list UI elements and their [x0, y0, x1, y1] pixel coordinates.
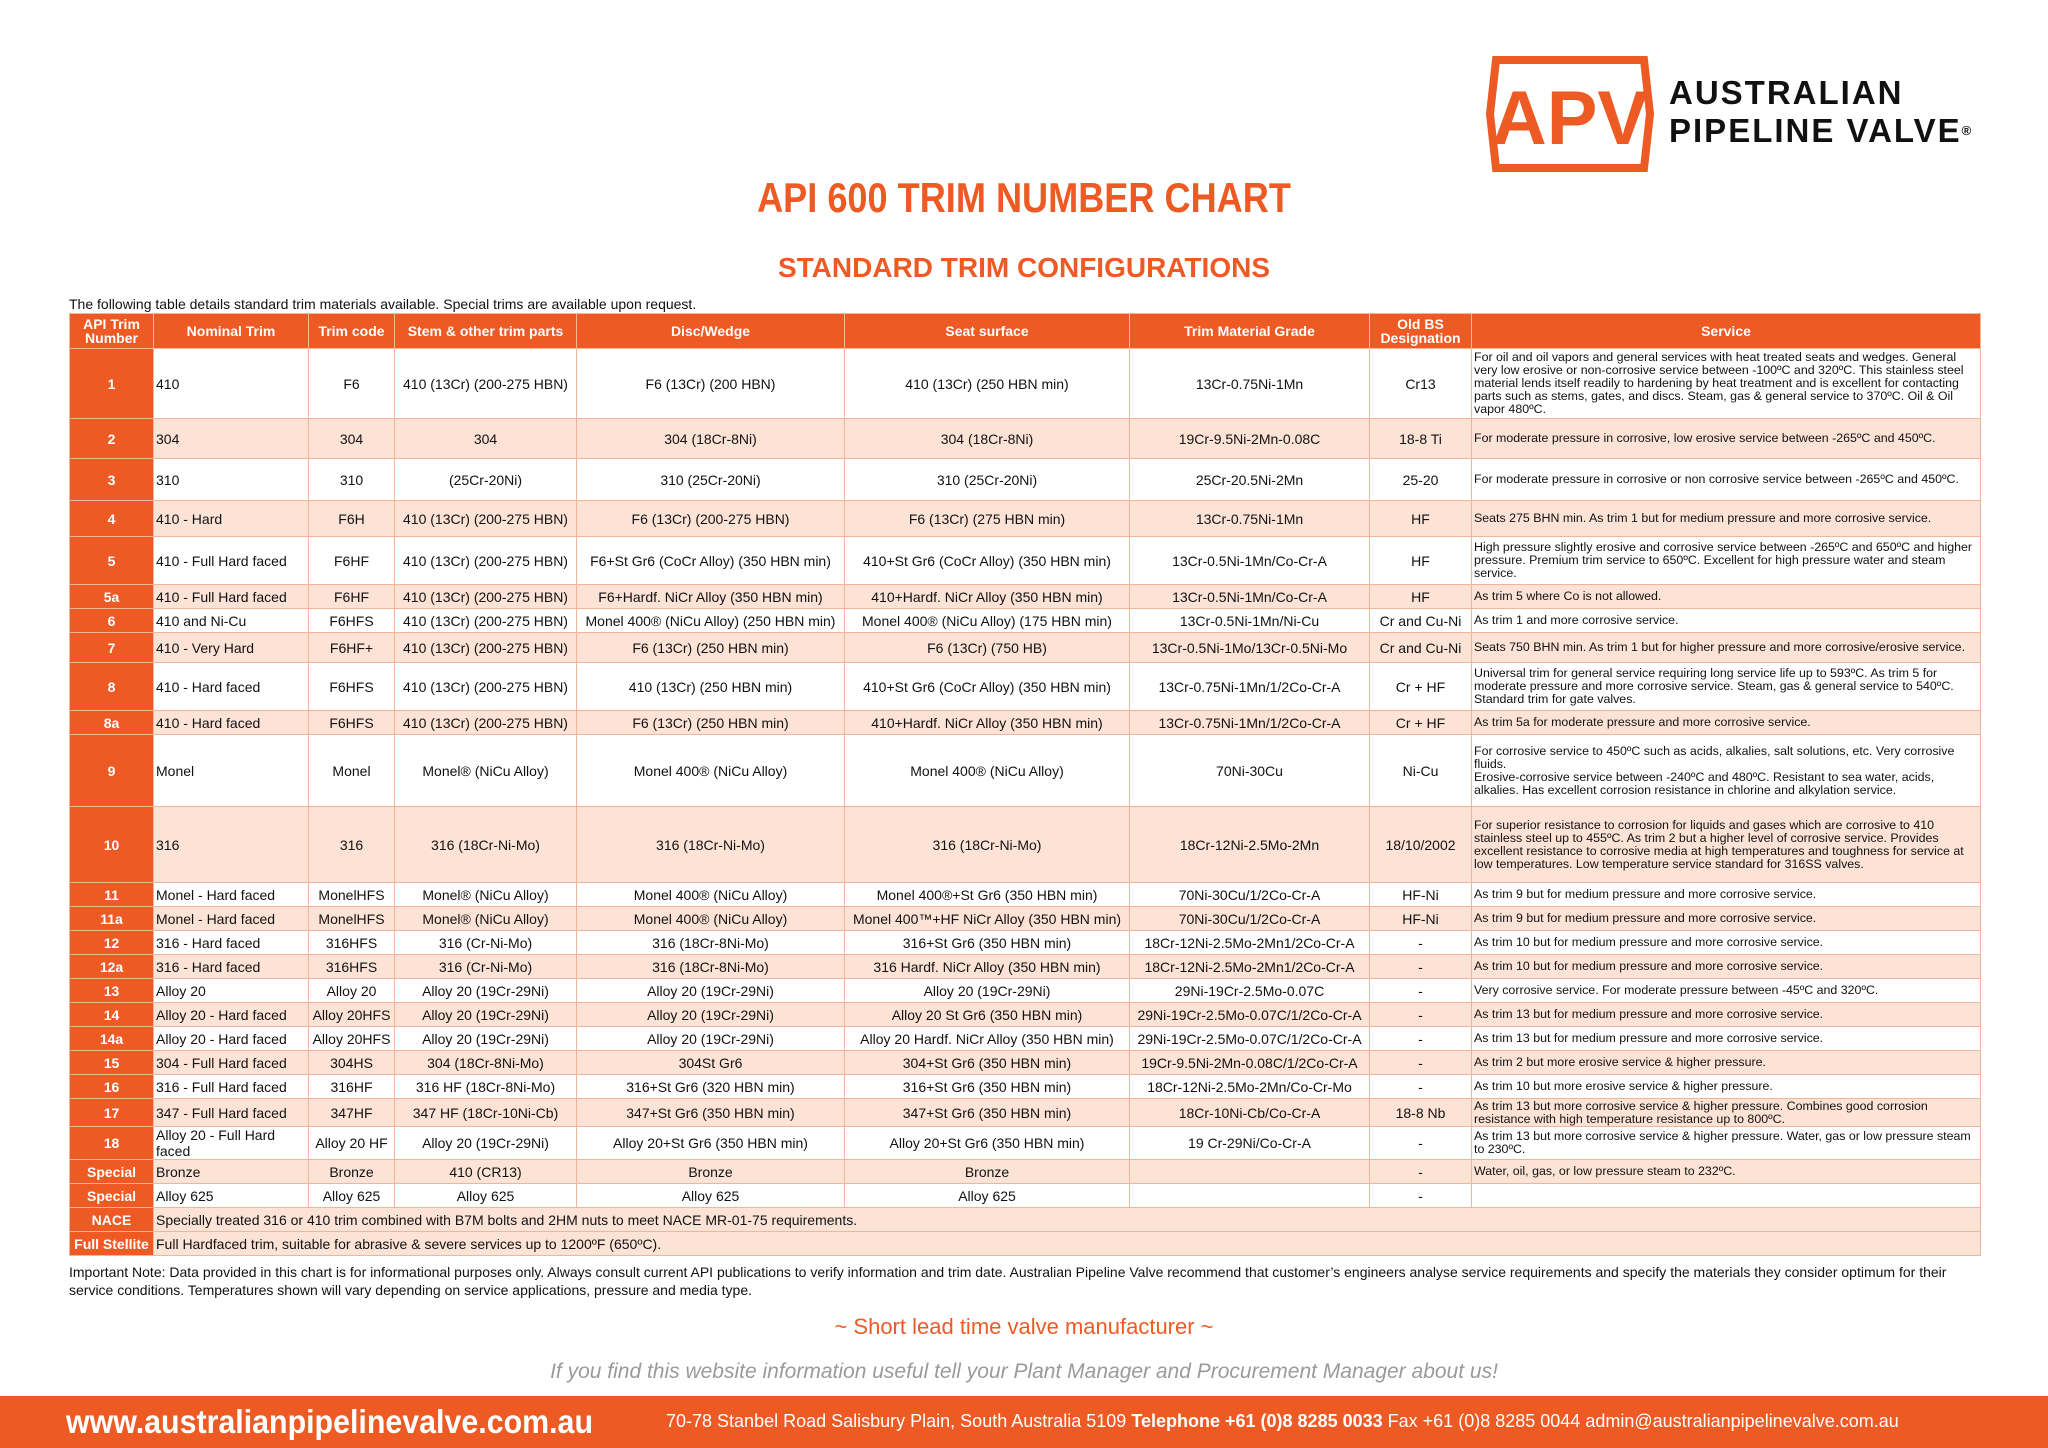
table-header-row	[70, 314, 1981, 349]
table-row	[70, 1051, 1981, 1075]
cell-trim-code: 316HF	[309, 1075, 395, 1099]
cell-material-grade: 29Ni-19Cr-2.5Mo-0.07C/1/2Co-Cr-A	[1130, 1003, 1370, 1027]
cell-disc-wedge: F6 (13Cr) (200-275 HBN)	[577, 501, 845, 537]
cell-span-description: Specially treated 316 or 410 trim combined with B7M bolts and 2HM nuts to meet NACE MR-01-75 requirements.	[154, 1208, 1981, 1232]
cell-service: Seats 750 BHN min. As trim 1 but for higher pressure and more corrosive/erosive service.	[1472, 633, 1981, 663]
table-row	[70, 419, 1981, 459]
cell-seat-surface: 304+St Gr6 (350 HBN min)	[845, 1051, 1130, 1075]
cell-trim-code: 316HFS	[309, 931, 395, 955]
cell-material-grade: 18Cr-12Ni-2.5Mo-2Mn	[1130, 807, 1370, 883]
cell-material-grade: 13Cr-0.5Ni-1Mn/Co-Cr-A	[1130, 537, 1370, 585]
cell-service: For superior resistance to corrosion for liquids and gases which are corrosive to 410 stainless steel up to 455ºC. As trim 2 but a higher level of corrosive service. Provides excellent resistance to corrosive media at high temperatures and toughness for service at low temperatures. Low temperature service standard for 316SS valves.	[1472, 807, 1981, 883]
cell-stem-parts: 316 HF (18Cr-8Ni-Mo)	[395, 1075, 577, 1099]
cell-service	[1472, 1184, 1981, 1208]
cell-trim-number: 15	[70, 1051, 154, 1075]
cell-service: As trim 13 but for medium pressure and more corrosive service.	[1472, 1027, 1981, 1051]
brand-name-line1: AUSTRALIAN	[1669, 74, 1904, 111]
cell-old-bs-designation: HF	[1370, 537, 1472, 585]
table-row	[70, 907, 1981, 931]
cell-nominal-trim: Alloy 625	[154, 1184, 309, 1208]
cell-service: As trim 5 where Co is not allowed.	[1472, 585, 1981, 609]
cell-old-bs-designation: -	[1370, 1184, 1472, 1208]
cell-nominal-trim: Bronze	[154, 1160, 309, 1184]
cell-seat-surface: Alloy 20 Hardf. NiCr Alloy (350 HBN min)	[845, 1027, 1130, 1051]
table-row	[70, 807, 1981, 883]
cell-material-grade: 18Cr-12Ni-2.5Mo-2Mn1/2Co-Cr-A	[1130, 931, 1370, 955]
cell-service: Universal trim for general service requiring long service life up to 593ºC. As trim 5 for moderate pressure and more corrosive service. Steam, gas & general service to 540ºC. Standard trim for gate valves.	[1472, 663, 1981, 711]
cell-material-grade: 29Ni-19Cr-2.5Mo-0.07C	[1130, 979, 1370, 1003]
cell-trim-code: Alloy 20HFS	[309, 1027, 395, 1051]
cell-old-bs-designation: -	[1370, 1051, 1472, 1075]
cell-old-bs-designation: -	[1370, 1160, 1472, 1184]
table-row	[70, 1184, 1981, 1208]
cell-service: High pressure slightly erosive and corrosive service between -265ºC and 650ºC and higher pressure. Premium trim service to 650ºC. Excellent for high pressure water and steam service.	[1472, 537, 1981, 585]
page-subtitle: STANDARD TRIM CONFIGURATIONS	[777, 252, 1271, 283]
cell-service: As trim 13 but for medium pressure and more corrosive service.	[1472, 1003, 1981, 1027]
cell-trim-number: 18	[70, 1127, 154, 1160]
trim-table	[69, 313, 1981, 1256]
cell-trim-code: F6HFS	[309, 663, 395, 711]
cell-stem-parts: Alloy 20 (19Cr-29Ni)	[395, 1127, 577, 1160]
cell-trim-number: 17	[70, 1099, 154, 1127]
table-row	[70, 979, 1981, 1003]
cell-material-grade: 70Ni-30Cu/1/2Co-Cr-A	[1130, 883, 1370, 907]
cell-trim-number: Full Stellite	[70, 1232, 154, 1256]
cell-nominal-trim: Alloy 20 - Full Hard faced	[154, 1127, 309, 1160]
cell-disc-wedge: Monel 400® (NiCu Alloy)	[577, 883, 845, 907]
cell-disc-wedge: Monel 400® (NiCu Alloy)	[577, 907, 845, 931]
cell-trim-code: F6HFS	[309, 711, 395, 735]
cell-disc-wedge: 304 (18Cr-8Ni)	[577, 419, 845, 459]
cell-service: As trim 5a for moderate pressure and more corrosive service.	[1472, 711, 1981, 735]
cell-service: As trim 13 but more corrosive service & higher pressure. Water, gas or low pressure steam to 230ºC.	[1472, 1127, 1981, 1160]
cell-old-bs-designation: HF-Ni	[1370, 907, 1472, 931]
cell-seat-surface: Alloy 20+St Gr6 (350 HBN min)	[845, 1127, 1130, 1160]
cell-nominal-trim: 410 - Hard	[154, 501, 309, 537]
cell-nominal-trim: 347 - Full Hard faced	[154, 1099, 309, 1127]
header-seat-surface: Seat surface	[845, 314, 1130, 349]
website-link[interactable]: www.australianpipelinevalve.com.au	[66, 1403, 593, 1440]
cell-old-bs-designation: HF	[1370, 501, 1472, 537]
cell-nominal-trim: 410 - Full Hard faced	[154, 585, 309, 609]
cell-disc-wedge: 316 (18Cr-8Ni-Mo)	[577, 931, 845, 955]
cell-disc-wedge: F6+Hardf. NiCr Alloy (350 HBN min)	[577, 585, 845, 609]
cell-material-grade: 25Cr-20.5Ni-2Mn	[1130, 459, 1370, 501]
cell-seat-surface: 304 (18Cr-8Ni)	[845, 419, 1130, 459]
table-row	[70, 663, 1981, 711]
cell-trim-code: 347HF	[309, 1099, 395, 1127]
cell-old-bs-designation: 18/10/2002	[1370, 807, 1472, 883]
cell-disc-wedge: 316 (18Cr-8Ni-Mo)	[577, 955, 845, 979]
table-row	[70, 735, 1981, 807]
cell-trim-code: Bronze	[309, 1160, 395, 1184]
table-row	[70, 1027, 1981, 1051]
cell-nominal-trim: 316 - Full Hard faced	[154, 1075, 309, 1099]
cell-material-grade: 13Cr-0.75Ni-1Mn	[1130, 349, 1370, 419]
cell-trim-number: Special	[70, 1160, 154, 1184]
cell-old-bs-designation: -	[1370, 1003, 1472, 1027]
cell-trim-code: MonelHFS	[309, 883, 395, 907]
cell-disc-wedge: Alloy 20 (19Cr-29Ni)	[577, 1003, 845, 1027]
cell-stem-parts: 316 (Cr-Ni-Mo)	[395, 955, 577, 979]
header-disc-wedge: Disc/Wedge	[577, 314, 845, 349]
cell-disc-wedge: F6 (13Cr) (200 HBN)	[577, 349, 845, 419]
table-row	[70, 883, 1981, 907]
cell-stem-parts: 410 (13Cr) (200-275 HBN)	[395, 711, 577, 735]
cell-old-bs-designation: -	[1370, 931, 1472, 955]
cell-trim-code: Alloy 20 HF	[309, 1127, 395, 1160]
cell-material-grade: 70Ni-30Cu	[1130, 735, 1370, 807]
apv-badge-icon	[1486, 56, 1654, 172]
cell-trim-code: Alloy 20HFS	[309, 1003, 395, 1027]
referral-message: If you find this website information useful tell your Plant Manager and Procurement Manager about us!	[550, 1360, 1498, 1383]
cell-old-bs-designation: Cr and Cu-Ni	[1370, 609, 1472, 633]
cell-trim-number: 5a	[70, 585, 154, 609]
cell-stem-parts: (25Cr-20Ni)	[395, 459, 577, 501]
cell-old-bs-designation: -	[1370, 955, 1472, 979]
cell-old-bs-designation: Ni-Cu	[1370, 735, 1472, 807]
contact-line	[666, 1411, 1899, 1432]
cell-trim-number: 6	[70, 609, 154, 633]
cell-seat-surface: Alloy 20 (19Cr-29Ni)	[845, 979, 1130, 1003]
cell-stem-parts: 410 (13Cr) (200-275 HBN)	[395, 663, 577, 711]
cell-trim-code: F6HF	[309, 537, 395, 585]
cell-span-description: Full Hardfaced trim, suitable for abrasive & severe services up to 1200ºF (650ºC).	[154, 1232, 1981, 1256]
cell-old-bs-designation: Cr + HF	[1370, 663, 1472, 711]
cell-nominal-trim: Monel	[154, 735, 309, 807]
cell-nominal-trim: 310	[154, 459, 309, 501]
table-row	[70, 955, 1981, 979]
cell-service: As trim 9 but for medium pressure and more corrosive service.	[1472, 883, 1981, 907]
cell-trim-code: F6HFS	[309, 609, 395, 633]
cell-stem-parts: Monel® (NiCu Alloy)	[395, 883, 577, 907]
cell-trim-code: MonelHFS	[309, 907, 395, 931]
cell-service: For corrosive service to 450ºC such as acids, alkalies, salt solutions, etc. Very corrosive fluids. Erosive-corrosive service between -240ºC and 480ºC. Resistant to sea water, acids, alkalies. Has excellent corrosion resistance in chlorine and alkylation service.	[1472, 735, 1981, 807]
cell-trim-number: 10	[70, 807, 154, 883]
cell-old-bs-designation: 25-20	[1370, 459, 1472, 501]
cell-trim-number: 9	[70, 735, 154, 807]
cell-nominal-trim: 304 - Full Hard faced	[154, 1051, 309, 1075]
cell-service: As trim 10 but more erosive service & higher pressure.	[1472, 1075, 1981, 1099]
cell-trim-code: 316HFS	[309, 955, 395, 979]
cell-trim-number: 8a	[70, 711, 154, 735]
cell-material-grade: 29Ni-19Cr-2.5Mo-0.07C/1/2Co-Cr-A	[1130, 1027, 1370, 1051]
cell-seat-surface: F6 (13Cr) (275 HBN min)	[845, 501, 1130, 537]
cell-seat-surface: Alloy 20 St Gr6 (350 HBN min)	[845, 1003, 1130, 1027]
cell-seat-surface: 347+St Gr6 (350 HBN min)	[845, 1099, 1130, 1127]
table-row	[70, 349, 1981, 419]
cell-trim-number: 14a	[70, 1027, 154, 1051]
cell-trim-number: 3	[70, 459, 154, 501]
cell-trim-code: 310	[309, 459, 395, 501]
table-row	[70, 609, 1981, 633]
cell-disc-wedge: Monel 400® (NiCu Alloy)	[577, 735, 845, 807]
cell-material-grade: 19Cr-9.5Ni-2Mn-0.08C/1/2Co-Cr-A	[1130, 1051, 1370, 1075]
table-row	[70, 1099, 1981, 1127]
cell-material-grade: 13Cr-0.75Ni-1Mn	[1130, 501, 1370, 537]
cell-stem-parts: 316 (18Cr-Ni-Mo)	[395, 807, 577, 883]
company-logo	[1486, 56, 2006, 172]
header-stem-parts: Stem & other trim parts	[395, 314, 577, 349]
cell-material-grade: 13Cr-0.75Ni-1Mn/1/2Co-Cr-A	[1130, 711, 1370, 735]
cell-seat-surface: 316+St Gr6 (350 HBN min)	[845, 931, 1130, 955]
cell-stem-parts: 410 (13Cr) (200-275 HBN)	[395, 537, 577, 585]
cell-trim-number: 12	[70, 931, 154, 955]
cell-material-grade: 13Cr-0.5Ni-1Mn/Co-Cr-A	[1130, 585, 1370, 609]
cell-seat-surface: 410+St Gr6 (CoCr Alloy) (350 HBN min)	[845, 663, 1130, 711]
cell-trim-number: 11a	[70, 907, 154, 931]
cell-seat-surface: 410+St Gr6 (CoCr Alloy) (350 HBN min)	[845, 537, 1130, 585]
cell-service: For oil and oil vapors and general services with heat treated seats and wedges. General very low erosive or non-corrosive service between -100ºC and 320ºC. This stainless steel material lends itself readily to hardening by heat treatment and is excellent for contacting parts such as stems, gates, and discs. Steam, gas & general service to 370ºC. Oil & Oil vapor 480ºC.	[1472, 349, 1981, 419]
footer-bar	[0, 1396, 2048, 1448]
cell-material-grade: 19 Cr-29Ni/Co-Cr-A	[1130, 1127, 1370, 1160]
cell-service: Very corrosive service. For moderate pressure between -45ºC and 320ºC.	[1472, 979, 1981, 1003]
cell-disc-wedge: F6 (13Cr) (250 HBN min)	[577, 711, 845, 735]
cell-material-grade: 18Cr-10Ni-Cb/Co-Cr-A	[1130, 1099, 1370, 1127]
cell-trim-number: 14	[70, 1003, 154, 1027]
cell-material-grade: 19Cr-9.5Ni-2Mn-0.08C	[1130, 419, 1370, 459]
cell-disc-wedge: Alloy 20+St Gr6 (350 HBN min)	[577, 1127, 845, 1160]
cell-disc-wedge: 347+St Gr6 (350 HBN min)	[577, 1099, 845, 1127]
cell-trim-number: 12a	[70, 955, 154, 979]
cell-old-bs-designation: Cr and Cu-Ni	[1370, 633, 1472, 663]
cell-stem-parts: 410 (13Cr) (200-275 HBN)	[395, 609, 577, 633]
table-row	[70, 931, 1981, 955]
table-row	[70, 1003, 1981, 1027]
cell-stem-parts: 304	[395, 419, 577, 459]
table-row	[70, 1232, 1981, 1256]
cell-trim-number: NACE	[70, 1208, 154, 1232]
cell-trim-number: 2	[70, 419, 154, 459]
cell-service: As trim 10 but for medium pressure and more corrosive service.	[1472, 955, 1981, 979]
cell-old-bs-designation: HF	[1370, 585, 1472, 609]
cell-stem-parts: Alloy 625	[395, 1184, 577, 1208]
cell-seat-surface: 316+St Gr6 (350 HBN min)	[845, 1075, 1130, 1099]
table-row	[70, 585, 1981, 609]
cell-material-grade	[1130, 1184, 1370, 1208]
cell-disc-wedge: Alloy 20 (19Cr-29Ni)	[577, 979, 845, 1003]
cell-nominal-trim: 410 - Hard faced	[154, 663, 309, 711]
cell-stem-parts: 316 (Cr-Ni-Mo)	[395, 931, 577, 955]
cell-nominal-trim: 410 and Ni-Cu	[154, 609, 309, 633]
table-row	[70, 1160, 1981, 1184]
cell-nominal-trim: 410 - Very Hard	[154, 633, 309, 663]
cell-nominal-trim: 410 - Hard faced	[154, 711, 309, 735]
cell-stem-parts: 410 (13Cr) (200-275 HBN)	[395, 633, 577, 663]
cell-service: As trim 1 and more corrosive service.	[1472, 609, 1981, 633]
cell-old-bs-designation: -	[1370, 979, 1472, 1003]
cell-trim-number: 1	[70, 349, 154, 419]
cell-seat-surface: Monel 400®+St Gr6 (350 HBN min)	[845, 883, 1130, 907]
cell-nominal-trim: 304	[154, 419, 309, 459]
page-title: API 600 TRIM NUMBER CHART	[757, 174, 1291, 221]
cell-stem-parts: Alloy 20 (19Cr-29Ni)	[395, 1027, 577, 1051]
header-trim-number: API Trim Number	[70, 314, 154, 349]
cell-trim-number: 13	[70, 979, 154, 1003]
cell-old-bs-designation: -	[1370, 1027, 1472, 1051]
header-service: Service	[1472, 314, 1981, 349]
intro-text: The following table details standard trim materials available. Special trims are available upon request.	[69, 296, 697, 312]
cell-seat-surface: Monel 400® (NiCu Alloy) (175 HBN min)	[845, 609, 1130, 633]
cell-trim-code: Alloy 625	[309, 1184, 395, 1208]
fax: Fax +61 (0)8 8285 0044	[1387, 1411, 1581, 1431]
cell-disc-wedge: F6+St Gr6 (CoCr Alloy) (350 HBN min)	[577, 537, 845, 585]
cell-nominal-trim: Alloy 20	[154, 979, 309, 1003]
cell-service: As trim 9 but for medium pressure and more corrosive service.	[1472, 907, 1981, 931]
cell-old-bs-designation: Cr13	[1370, 349, 1472, 419]
cell-stem-parts: Monel® (NiCu Alloy)	[395, 735, 577, 807]
cell-nominal-trim: 410 - Full Hard faced	[154, 537, 309, 585]
cell-seat-surface: 310 (25Cr-20Ni)	[845, 459, 1130, 501]
cell-material-grade	[1130, 1160, 1370, 1184]
table-row	[70, 1208, 1981, 1232]
cell-trim-code: 316	[309, 807, 395, 883]
cell-trim-code: F6	[309, 349, 395, 419]
cell-old-bs-designation: Cr + HF	[1370, 711, 1472, 735]
cell-service: As trim 2 but more erosive service & higher pressure.	[1472, 1051, 1981, 1075]
cell-service: As trim 10 but for medium pressure and more corrosive service.	[1472, 931, 1981, 955]
table-row	[70, 1127, 1981, 1160]
registered-mark: ®	[1961, 123, 1972, 138]
cell-nominal-trim: Monel - Hard faced	[154, 907, 309, 931]
cell-old-bs-designation: HF-Ni	[1370, 883, 1472, 907]
brand-name-line2: PIPELINE VALVE	[1669, 112, 1962, 149]
cell-trim-number: 7	[70, 633, 154, 663]
table-row	[70, 633, 1981, 663]
cell-nominal-trim: 316	[154, 807, 309, 883]
cell-stem-parts: Alloy 20 (19Cr-29Ni)	[395, 1003, 577, 1027]
cell-stem-parts: 410 (13Cr) (200-275 HBN)	[395, 349, 577, 419]
cell-nominal-trim: Alloy 20 - Hard faced	[154, 1003, 309, 1027]
cell-disc-wedge: 316+St Gr6 (320 HBN min)	[577, 1075, 845, 1099]
cell-nominal-trim: 316 - Hard faced	[154, 955, 309, 979]
cell-trim-number: 8	[70, 663, 154, 711]
tagline: ~ Short lead time valve manufacturer ~	[834, 1314, 1214, 1339]
cell-material-grade: 13Cr-0.5Ni-1Mn/Ni-Cu	[1130, 609, 1370, 633]
cell-stem-parts: Monel® (NiCu Alloy)	[395, 907, 577, 931]
cell-trim-number: 4	[70, 501, 154, 537]
cell-nominal-trim: Monel - Hard faced	[154, 883, 309, 907]
cell-material-grade: 13Cr-0.75Ni-1Mn/1/2Co-Cr-A	[1130, 663, 1370, 711]
cell-disc-wedge: Monel 400® (NiCu Alloy) (250 HBN min)	[577, 609, 845, 633]
cell-seat-surface: Monel 400® (NiCu Alloy)	[845, 735, 1130, 807]
cell-trim-code: F6HF	[309, 585, 395, 609]
cell-seat-surface: 410+Hardf. NiCr Alloy (350 HBN min)	[845, 711, 1130, 735]
cell-stem-parts: 410 (13Cr) (200-275 HBN)	[395, 585, 577, 609]
cell-seat-surface: 316 (18Cr-Ni-Mo)	[845, 807, 1130, 883]
cell-old-bs-designation: -	[1370, 1075, 1472, 1099]
cell-seat-surface: Alloy 625	[845, 1184, 1130, 1208]
cell-stem-parts: 410 (CR13)	[395, 1160, 577, 1184]
cell-trim-number: 16	[70, 1075, 154, 1099]
cell-stem-parts: Alloy 20 (19Cr-29Ni)	[395, 979, 577, 1003]
cell-disc-wedge: 316 (18Cr-Ni-Mo)	[577, 807, 845, 883]
cell-trim-code: F6HF+	[309, 633, 395, 663]
cell-disc-wedge: Alloy 625	[577, 1184, 845, 1208]
cell-trim-code: Monel	[309, 735, 395, 807]
cell-disc-wedge: Bronze	[577, 1160, 845, 1184]
table-row	[70, 1075, 1981, 1099]
cell-nominal-trim: 410	[154, 349, 309, 419]
cell-material-grade: 18Cr-12Ni-2.5Mo-2Mn1/2Co-Cr-A	[1130, 955, 1370, 979]
cell-old-bs-designation: -	[1370, 1127, 1472, 1160]
cell-disc-wedge: F6 (13Cr) (250 HBN min)	[577, 633, 845, 663]
cell-seat-surface: Bronze	[845, 1160, 1130, 1184]
table-row	[70, 537, 1981, 585]
cell-disc-wedge: 410 (13Cr) (250 HBN min)	[577, 663, 845, 711]
cell-material-grade: 18Cr-12Ni-2.5Mo-2Mn/Co-Cr-Mo	[1130, 1075, 1370, 1099]
important-note: Important Note: Data provided in this chart is for informational purposes only. Always consult current API publications to verify information and trim date. Australian Pipeline Valve recommend that customer’s engineers analyse service requirements and specify the materials they consider optimum for their service conditions. Temperatures shown will vary depending on service applications, pressure and media type.	[69, 1264, 1947, 1298]
cell-service: As trim 13 but more corrosive service & higher pressure. Combines good corrosion resistance with high temperature resistance up to 800ºC.	[1472, 1099, 1981, 1127]
cell-stem-parts: 410 (13Cr) (200-275 HBN)	[395, 501, 577, 537]
cell-disc-wedge: 304St Gr6	[577, 1051, 845, 1075]
table-row	[70, 459, 1981, 501]
brand-name	[1669, 74, 1971, 150]
cell-service: For moderate pressure in corrosive, low erosive service between -265ºC and 450ºC.	[1472, 419, 1981, 459]
cell-trim-code: Alloy 20	[309, 979, 395, 1003]
cell-seat-surface: 410 (13Cr) (250 HBN min)	[845, 349, 1130, 419]
cell-service: Seats 275 BHN min. As trim 1 but for medium pressure and more corrosive service.	[1472, 501, 1981, 537]
cell-material-grade: 70Ni-30Cu/1/2Co-Cr-A	[1130, 907, 1370, 931]
cell-seat-surface: 316 Hardf. NiCr Alloy (350 HBN min)	[845, 955, 1130, 979]
cell-trim-number: 11	[70, 883, 154, 907]
cell-trim-code: 304	[309, 419, 395, 459]
cell-nominal-trim: Alloy 20 - Hard faced	[154, 1027, 309, 1051]
cell-service: For moderate pressure in corrosive or non corrosive service between -265ºC and 450ºC.	[1472, 459, 1981, 501]
cell-disc-wedge: Alloy 20 (19Cr-29Ni)	[577, 1027, 845, 1051]
cell-trim-number: 5	[70, 537, 154, 585]
cell-service: Water, oil, gas, or low pressure steam to 232ºC.	[1472, 1160, 1981, 1184]
cell-seat-surface: 410+Hardf. NiCr Alloy (350 HBN min)	[845, 585, 1130, 609]
header-trim-code: Trim code	[309, 314, 395, 349]
header-old-bs-designation: Old BS Designation	[1370, 314, 1472, 349]
telephone: Telephone +61 (0)8 8285 0033	[1131, 1411, 1383, 1431]
cell-stem-parts: 304 (18Cr-8Ni-Mo)	[395, 1051, 577, 1075]
cell-nominal-trim: 316 - Hard faced	[154, 931, 309, 955]
email-link[interactable]: admin@australianpipelinevalve.com.au	[1585, 1411, 1899, 1431]
header-nominal-trim: Nominal Trim	[154, 314, 309, 349]
address: 70-78 Stanbel Road Salisbury Plain, South Australia 5109	[666, 1411, 1127, 1431]
cell-seat-surface: Monel 400™+HF NiCr Alloy (350 HBN min)	[845, 907, 1130, 931]
table-row	[70, 711, 1981, 735]
cell-trim-code: 304HS	[309, 1051, 395, 1075]
cell-material-grade: 13Cr-0.5Ni-1Mo/13Cr-0.5Ni-Mo	[1130, 633, 1370, 663]
cell-old-bs-designation: 18-8 Ti	[1370, 419, 1472, 459]
table-row	[70, 501, 1981, 537]
cell-disc-wedge: 310 (25Cr-20Ni)	[577, 459, 845, 501]
cell-trim-number: Special	[70, 1184, 154, 1208]
cell-trim-code: F6H	[309, 501, 395, 537]
badge-text: APV	[1491, 76, 1649, 161]
cell-old-bs-designation: 18-8 Nb	[1370, 1099, 1472, 1127]
cell-seat-surface: F6 (13Cr) (750 HB)	[845, 633, 1130, 663]
header-material-grade: Trim Material Grade	[1130, 314, 1370, 349]
cell-stem-parts: 347 HF (18Cr-10Ni-Cb)	[395, 1099, 577, 1127]
